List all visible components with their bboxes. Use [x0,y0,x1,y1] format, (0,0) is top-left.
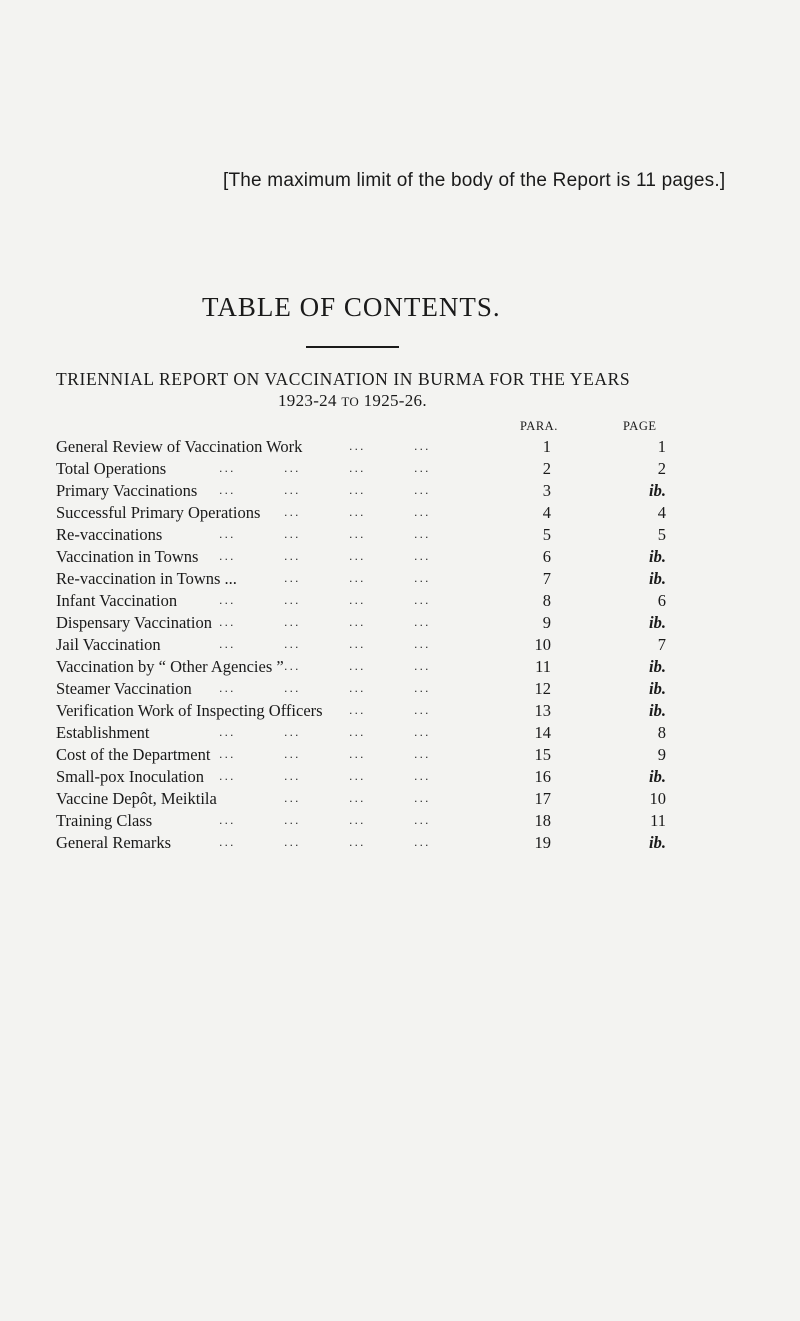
leader-dots: ... [414,484,431,497]
contents-row [56,744,666,766]
contents-topic: Vaccination by “ Other Agencies ” [56,657,284,676]
leader-dots: ... [219,770,236,783]
leader-dots: ... [349,484,366,497]
contents-para-number: 14 [534,723,551,742]
leader-dots: ... [414,660,431,673]
contents-para-number: 3 [542,481,551,500]
contents-page-number: ib. [649,679,666,698]
leader-dots: ... [414,440,431,453]
leader-dots: ... [284,506,301,519]
contents-para-number: 15 [534,745,551,764]
contents-topic: Small-pox Inoculation [56,767,205,786]
contents-para-number: 18 [534,811,551,830]
contents-topic: Dispensary Vaccination [56,613,212,632]
leader-dots: ... [284,616,301,629]
contents-topic: Successful Primary Operations [56,503,261,522]
contents-row [56,634,666,656]
contents-row [56,458,666,480]
contents-para-number: 9 [542,613,551,632]
leader-dots: ... [284,792,301,805]
contents-topic: General Remarks [56,833,171,852]
leader-dots: ... [414,748,431,761]
leader-dots: ... [349,814,366,827]
leader-dots: ... [219,616,236,629]
contents-page-number: ib. [649,833,666,852]
contents-row [56,524,666,546]
leader-dots: ... [349,616,366,629]
leader-dots: ... [349,572,366,585]
contents-page-number: ib. [649,767,666,786]
leader-dots: ... [284,748,301,761]
contents-page-number: ib. [649,547,666,566]
leader-dots: ... [349,506,366,519]
title-rule [306,346,399,348]
contents-page-number: 8 [657,723,666,742]
contents-page-number: 11 [650,811,666,830]
years-start: 1923-24 [278,391,337,410]
leader-dots: ... [219,594,236,607]
contents-topic: Re-vaccination in Towns ... [56,569,237,588]
contents-row [56,766,666,788]
leader-dots: ... [414,462,431,475]
contents-para-number: 17 [534,789,551,808]
leader-dots: ... [284,484,301,497]
contents-list [56,436,666,854]
contents-page-number: 9 [657,745,666,764]
contents-para-number: 12 [534,679,551,698]
contents-topic: Vaccine Depôt, Meiktila [56,789,217,808]
contents-page-number: ib. [649,569,666,588]
leader-dots: ... [284,814,301,827]
leader-dots: ... [349,638,366,651]
contents-page-number: 5 [657,525,666,544]
contents-topic: Infant Vaccination [56,591,178,610]
leader-dots: ... [349,836,366,849]
contents-page-number: 1 [657,437,666,456]
contents-page-number: ib. [649,701,666,720]
leader-dots: ... [349,704,366,717]
leader-dots: ... [284,638,301,651]
leader-dots: ... [219,462,236,475]
leader-dots: ... [349,726,366,739]
leader-dots: ... [414,550,431,563]
leader-dots: ... [414,616,431,629]
leader-dots: ... [414,770,431,783]
leader-dots: ... [414,792,431,805]
contents-topic: General Review of Vaccination Work [56,437,303,456]
contents-para-number: 1 [542,437,551,456]
leader-dots: ... [284,550,301,563]
leader-dots: ... [414,704,431,717]
leader-dots: ... [284,726,301,739]
leader-dots: ... [349,682,366,695]
contents-para-number: 16 [534,767,551,786]
contents-row [56,568,666,590]
page-limit-note: [The maximum limit of the body of the Report is 11 pages.] [223,170,726,191]
leader-dots: ... [219,814,236,827]
contents-topic: Verification Work of Inspecting Officers [56,701,323,720]
leader-dots: ... [414,572,431,585]
leader-dots: ... [349,660,366,673]
leader-dots: ... [414,594,431,607]
leader-dots: ... [219,550,236,563]
contents-page-number: ib. [649,613,666,632]
contents-row [56,502,666,524]
contents-page-number: 2 [657,459,666,478]
contents-para-number: 5 [542,525,551,544]
page-title: TABLE OF CONTENTS. [202,292,501,322]
leader-dots: ... [219,748,236,761]
leader-dots: ... [349,792,366,805]
leader-dots: ... [219,638,236,651]
leader-dots: ... [284,572,301,585]
leader-dots: ... [414,836,431,849]
years-end: 1925-26. [363,391,427,410]
contents-row [56,612,666,634]
contents-topic: Jail Vaccination [56,635,161,654]
contents-para-number: 10 [534,635,551,654]
leader-dots: ... [349,770,366,783]
contents-topic: Primary Vaccinations [56,481,198,500]
leader-dots: ... [349,440,366,453]
contents-row [56,678,666,700]
leader-dots: ... [349,748,366,761]
leader-dots: ... [414,726,431,739]
contents-para-number: 19 [534,833,551,852]
leader-dots: ... [349,550,366,563]
contents-topic: Total Operations [56,459,167,478]
years-to: TO [341,394,360,409]
leader-dots: ... [284,462,301,475]
contents-topic: Steamer Vaccination [56,679,192,698]
contents-para-number: 6 [542,547,551,566]
contents-topic: Cost of the Department [56,745,211,764]
contents-topic: Re-vaccinations [56,525,163,544]
contents-row [56,656,666,678]
leader-dots: ... [414,506,431,519]
leader-dots: ... [219,484,236,497]
report-title: TRIENNIAL REPORT ON VACCINATION IN BURMA FOR THE YEARS [56,369,631,389]
contents-row [56,436,666,458]
leader-dots: ... [414,814,431,827]
leader-dots: ... [219,682,236,695]
contents-page-number: 7 [657,635,666,654]
contents-topic: Training Class [56,811,153,830]
contents-row [56,480,666,502]
leader-dots: ... [414,682,431,695]
leader-dots: ... [349,594,366,607]
contents-para-number: 7 [542,569,551,588]
column-header-para: PARA. [520,419,558,433]
contents-row [56,546,666,568]
contents-para-number: 8 [542,591,551,610]
contents-row [56,700,666,722]
leader-dots: ... [414,528,431,541]
contents-topic: Vaccination in Towns [56,547,199,566]
leader-dots: ... [349,462,366,475]
contents-para-number: 2 [542,459,551,478]
leader-dots: ... [284,682,301,695]
column-header-page: PAGE [623,419,657,433]
contents-row [56,832,666,854]
leader-dots: ... [414,638,431,651]
contents-page-number: 6 [657,591,666,610]
contents-page-number: ib. [649,481,666,500]
contents-row [56,590,666,612]
contents-row [56,810,666,832]
contents-page-number: 10 [649,789,666,808]
leader-dots: ... [349,528,366,541]
contents-page-number: ib. [649,657,666,676]
contents-topic: Establishment [56,723,150,742]
leader-dots: ... [219,726,236,739]
leader-dots: ... [284,594,301,607]
leader-dots: ... [284,770,301,783]
leader-dots: ... [219,528,236,541]
leader-dots: ... [284,528,301,541]
contents-row [56,788,666,810]
leader-dots: ... [284,836,301,849]
report-years [278,391,427,411]
leader-dots: ... [284,660,301,673]
leader-dots: ... [219,836,236,849]
contents-page-number: 4 [657,503,666,522]
contents-para-number: 11 [535,657,551,676]
contents-row [56,722,666,744]
contents-para-number: 13 [534,701,551,720]
contents-para-number: 4 [542,503,551,522]
